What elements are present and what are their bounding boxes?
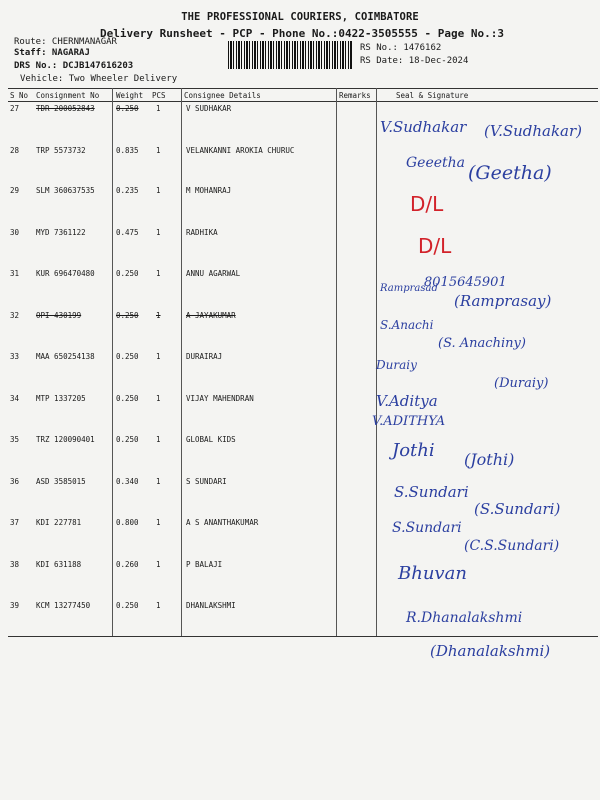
signature: S.Sundari — [392, 520, 462, 536]
signature: (Ramprasay) — [454, 292, 552, 310]
row-weight: 0.250 — [116, 435, 139, 444]
signature: (S. Anachiny) — [438, 336, 526, 351]
row-weight: 0.250 — [116, 601, 139, 610]
row-sno: 39 — [10, 601, 20, 610]
row-consignment: KDI 227781 — [36, 518, 82, 527]
row-pcs: 1 — [156, 560, 161, 569]
signature: S.Anachi — [380, 318, 434, 332]
row-consignee: A S ANANTHAKUMAR — [186, 518, 259, 527]
signature: (S.Sundari) — [474, 500, 561, 518]
signature: Duraiy — [376, 358, 417, 372]
row-consignment: TRZ 120090401 — [36, 435, 95, 444]
row-consignee: DURAIRAJ — [186, 352, 223, 361]
row-sno: 30 — [10, 228, 20, 237]
row-pcs: 1 — [156, 269, 161, 278]
row-sno: 38 — [10, 560, 20, 569]
row-consignment: MAA 650254138 — [36, 352, 95, 361]
signature: V.Aditya — [376, 392, 438, 410]
rs-number: RS No.: 1476162 — [360, 43, 442, 53]
row-sno: 37 — [10, 518, 20, 527]
col-remarks: Remarks — [339, 91, 371, 100]
signature: D/L — [418, 234, 452, 258]
signature: (Jothi) — [464, 450, 515, 469]
table-top-rule — [8, 88, 598, 89]
row-weight: 0.250 — [116, 269, 139, 278]
row-pcs: 1 — [156, 104, 161, 113]
row-consignment: KCM 13277450 — [36, 601, 91, 610]
signature: D/L — [410, 192, 444, 216]
signature: (Duraiy) — [494, 376, 549, 391]
row-weight: 0.835 — [116, 146, 139, 155]
signature: (C.S.Sundari) — [464, 538, 560, 554]
row-consignee: VELANKANNI AROKIA CHURUC — [186, 146, 295, 155]
row-consignment: ASD 3585015 — [36, 477, 86, 486]
row-consignment: MTP 1337205 — [36, 394, 86, 403]
row-consignee: DHANLAKSHMI — [186, 601, 236, 610]
col-divider — [336, 88, 337, 636]
row-sno: 28 — [10, 146, 20, 155]
drs-label: DRS No.: DCJB147616203 — [14, 61, 134, 71]
col-consignee: Consignee Details — [184, 91, 261, 100]
row-consignee: RADHIKA — [186, 228, 218, 237]
row-weight: 0.250 — [116, 104, 139, 113]
row-consignment: MYD 7361122 — [36, 228, 86, 237]
col-consignment: Consignment No — [36, 91, 100, 100]
row-pcs: 1 — [156, 228, 161, 237]
table-bottom-rule — [8, 636, 598, 637]
company-title: THE PROFESSIONAL COURIERS, COIMBATORE — [181, 11, 419, 23]
col-divider — [112, 88, 113, 636]
row-consignment: KDI 631188 — [36, 560, 82, 569]
signature: 8015645901 — [424, 275, 507, 290]
vehicle-label: Vehicle: Two Wheeler Delivery — [20, 74, 178, 84]
route-label: Route: CHERNMANAGAR — [14, 37, 117, 47]
signature: Bhuvan — [398, 563, 467, 584]
row-consignee: VIJAY MAHENDRAN — [186, 394, 254, 403]
table-header-rule — [8, 101, 598, 102]
row-consignee: ANNU AGARWAL — [186, 269, 241, 278]
row-pcs: 1 — [156, 146, 161, 155]
row-sno: 36 — [10, 477, 20, 486]
row-pcs: 1 — [156, 435, 161, 444]
col-pcs: PCS — [152, 91, 166, 100]
row-weight: 0.250 — [116, 311, 139, 320]
row-pcs: 1 — [156, 477, 161, 486]
signature: Ramprasad — [380, 283, 438, 294]
row-pcs: 1 — [156, 311, 161, 320]
barcode — [228, 41, 352, 69]
row-consignee: GLOBAL KIDS — [186, 435, 236, 444]
row-weight: 0.800 — [116, 518, 139, 527]
signature: V.ADITHYA — [372, 414, 446, 429]
col-divider — [181, 88, 182, 636]
row-consignee: V SUDHAKAR — [186, 104, 232, 113]
row-consignee: A JAYAKUMAR — [186, 311, 236, 320]
row-weight: 0.250 — [116, 352, 139, 361]
row-sno: 29 — [10, 186, 20, 195]
signature: (Geetha) — [468, 162, 552, 184]
row-pcs: 1 — [156, 186, 161, 195]
runsheet-title: Delivery Runsheet - PCP - Phone No.:0422-3505555 - Page No.:3 — [100, 27, 504, 40]
row-sno: 34 — [10, 394, 20, 403]
rs-date: RS Date: 18-Dec-2024 — [360, 56, 469, 66]
row-consignee: M MOHANRAJ — [186, 186, 232, 195]
row-sno: 33 — [10, 352, 20, 361]
signature: Jothi — [392, 440, 435, 461]
row-pcs: 1 — [156, 394, 161, 403]
row-sno: 31 — [10, 269, 20, 278]
row-sno: 35 — [10, 435, 20, 444]
row-consignment: KUR 696470480 — [36, 269, 95, 278]
row-consignment: SLM 360637535 — [36, 186, 95, 195]
row-consignee: P BALAJI — [186, 560, 223, 569]
staff-label: Staff: NAGARAJ — [14, 48, 90, 58]
col-sno: S No — [10, 91, 29, 100]
row-pcs: 1 — [156, 352, 161, 361]
row-sno: 32 — [10, 311, 20, 320]
col-weight: Weight — [116, 91, 144, 100]
row-weight: 0.340 — [116, 477, 139, 486]
signature: (Dhanalakshmi) — [430, 642, 551, 660]
row-weight: 0.475 — [116, 228, 139, 237]
col-seal-signature: Seal & Signature — [396, 91, 469, 100]
signature: R.Dhanalakshmi — [406, 610, 523, 626]
row-consignment: TDR 200052843 — [36, 104, 95, 113]
signature: (V.Sudhakar) — [484, 122, 583, 140]
row-weight: 0.260 — [116, 560, 139, 569]
signature: S.Sundari — [394, 483, 469, 501]
row-consignment: OPI 430199 — [36, 311, 82, 320]
row-pcs: 1 — [156, 518, 161, 527]
signature: Geeetha — [406, 155, 466, 171]
row-consignee: S SUNDARI — [186, 477, 227, 486]
signature: V.Sudhakar — [380, 118, 467, 136]
row-weight: 0.235 — [116, 186, 139, 195]
row-weight: 0.250 — [116, 394, 139, 403]
row-consignment: TRP 5573732 — [36, 146, 86, 155]
row-sno: 27 — [10, 104, 20, 113]
row-pcs: 1 — [156, 601, 161, 610]
